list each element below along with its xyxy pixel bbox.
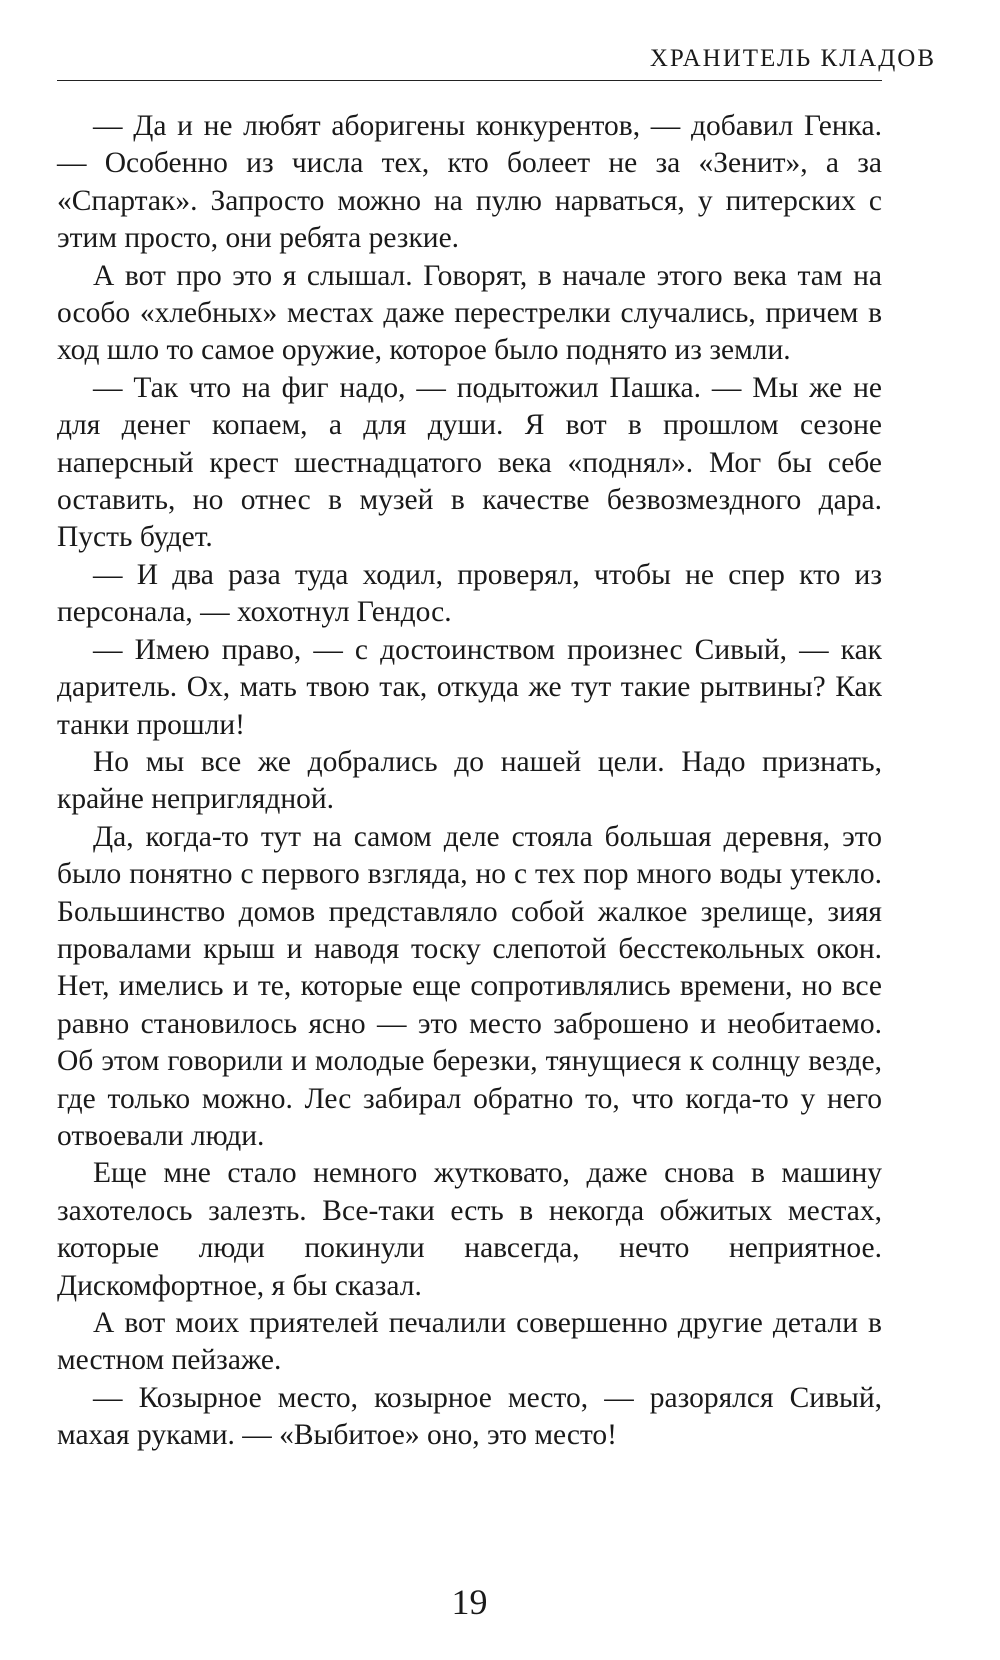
paragraph: Да, когда-то тут на самом деле стояла большая деревня, это было понятно с первого взгляда, но с тех пор много воды утекло. Большинство домов представляло собой жалкое зрелище, зияя провалами крыш и наводя тоску слепотой бесстекольных окон. Нет, имелись и те, которые еще сопротивлялись времени, но все равно становилось ясно — это место заброшено и необитаемо. Об этом говорили и молодые березки, тянущиеся к солнцу везде, где только можно. Лес забирал обратно то, что когда-то у него отвоевали люди. — [57, 820, 882, 1152]
paragraph: Еще мне стало немного жутковато, даже снова в машину захотелось залезть. Все-таки есть в некогда обжитых местах, которые люди покинули навсегда, нечто неприятное. Дискомфортное, я бы сказал. — [57, 1157, 882, 1302]
paragraph: — Имею право, — с достоинством произнес Сивый, — как даритель. Ох, мать твою так, откуда же тут такие рытвины? Как танки прошли! — [57, 633, 882, 741]
paragraph: — И два раза туда ходил, проверял, чтобы не спер кто из персонала, — хохотнул Гендос. — [57, 558, 882, 629]
paragraph: — Козырное место, козырное место, — разорялся Сивый, махая руками. — «Выбитое» оно, это место! — [57, 1381, 882, 1452]
running-head-title: ХРАНИТЕЛЬ КЛАДОВ — [649, 45, 936, 72]
body-text — [57, 108, 882, 1455]
page-number: 19 — [451, 1582, 488, 1622]
paragraph: А вот моих приятелей печалили совершенно другие детали в местном пейзаже. — [57, 1307, 882, 1377]
paragraph: — Да и не любят аборигены конкурентов, — добавил Генка. — Особенно из числа тех, кто болеет не за «Зенит», а за «Спартак». Запросто можно на пулю нарваться, у питерских с этим просто, они ребята резкие. — [57, 110, 882, 255]
header-rule — [57, 80, 882, 81]
paragraph: Но мы все же добрались до нашей цели. Надо признать, крайне неприглядной. — [57, 745, 882, 816]
paragraph: — Так что на фиг надо, — подытожил Пашка. — Мы же не для денег копаем, а для души. Я вот в прошлом сезоне наперсный крест шестнадцатого века «поднял». Мог бы себе оставить, но отнес в музей в качестве безвозмездного дара. Пусть будет. — [57, 371, 882, 554]
paragraph: А вот про это я слышал. Говорят, в начале этого века там на особо «хлебных» местах даже перестрелки случались, причем в ход шло то самое оружие, которое было поднято из земли. — [57, 259, 882, 367]
